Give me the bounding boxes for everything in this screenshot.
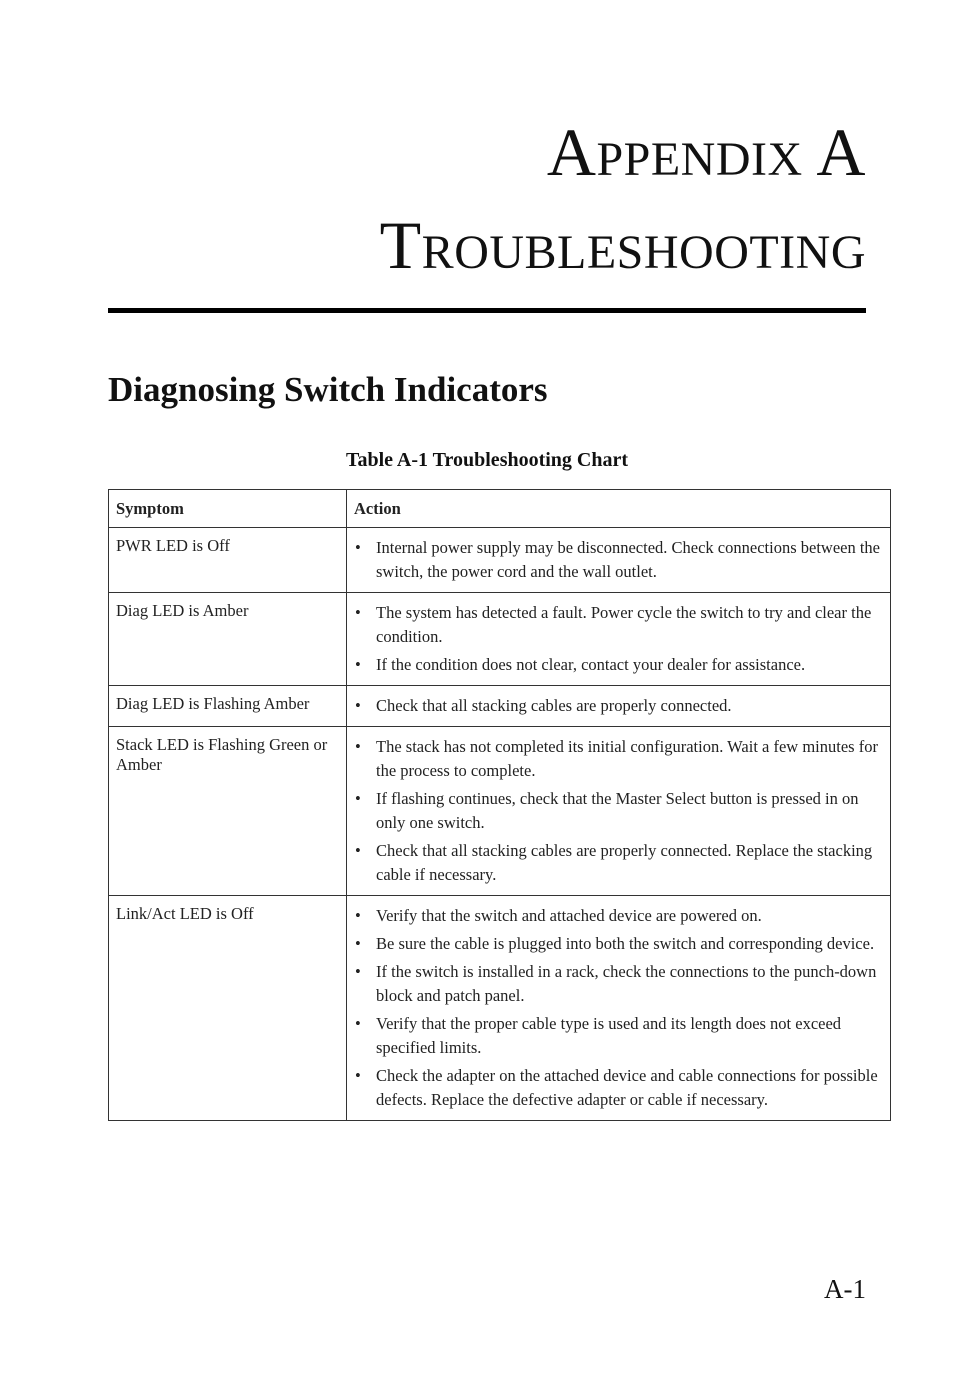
page-number: A-1 bbox=[824, 1274, 866, 1304]
action-cell bbox=[347, 686, 891, 727]
action-list bbox=[355, 694, 880, 718]
table-row bbox=[109, 593, 891, 686]
title-initial: T bbox=[379, 207, 422, 283]
title-rest: ROUBLESHOOTING bbox=[421, 226, 866, 279]
action-cell bbox=[347, 896, 891, 1121]
list-item: • Be sure the cable is plugged into both the switch and corresponding device. bbox=[355, 932, 880, 956]
action-list bbox=[355, 904, 880, 1112]
action-cell bbox=[347, 593, 891, 686]
list-item: • If the condition does not clear, contact your dealer for assistance. bbox=[355, 653, 880, 677]
symptom-cell: Stack LED is Flashing Green or Amber bbox=[109, 727, 347, 896]
table-row bbox=[109, 896, 891, 1121]
appendix-title bbox=[379, 207, 866, 283]
list-item: • Internal power supply may be disconnected. Check connections between the switch, the power cord and the wall outlet. bbox=[355, 536, 880, 584]
table-row bbox=[109, 727, 891, 896]
list-item: • Check the adapter on the attached device and cable connections for possible defects. Replace the defective adapter or cable if necessary. bbox=[355, 1064, 880, 1112]
action-cell bbox=[347, 727, 891, 896]
action-list bbox=[355, 735, 880, 887]
action-list bbox=[355, 601, 880, 677]
appendix-initial: A bbox=[546, 114, 597, 190]
appendix-label bbox=[380, 114, 866, 190]
column-header-symptom: Symptom bbox=[109, 490, 347, 528]
appendix-letter: A bbox=[816, 114, 866, 190]
table-caption: Table A-1 Troubleshooting Chart bbox=[345, 449, 629, 471]
list-item: • Check that all stacking cables are properly connected. Replace the stacking cable if necessary. bbox=[355, 839, 880, 887]
title-divider bbox=[108, 308, 866, 313]
table-row bbox=[109, 686, 891, 727]
symptom-cell: Diag LED is Flashing Amber bbox=[109, 686, 347, 727]
table-row bbox=[109, 528, 891, 593]
appendix-rest: PPENDIX bbox=[596, 133, 803, 186]
table-header-row bbox=[109, 490, 891, 528]
list-item: • Check that all stacking cables are properly connected. bbox=[355, 694, 880, 718]
symptom-cell: Diag LED is Amber bbox=[109, 593, 347, 686]
list-item: • If flashing continues, check that the Master Select button is pressed in on only one switch. bbox=[355, 787, 880, 835]
action-cell bbox=[347, 528, 891, 593]
column-header-action: Action bbox=[347, 490, 891, 528]
list-item: • Verify that the proper cable type is used and its length does not exceed specified limits. bbox=[355, 1012, 880, 1060]
section-heading: Diagnosing Switch Indicators bbox=[108, 370, 548, 409]
list-item: • If the switch is installed in a rack, check the connections to the punch-down block and patch panel. bbox=[355, 960, 880, 1008]
symptom-cell: PWR LED is Off bbox=[109, 528, 347, 593]
symptom-cell: Link/Act LED is Off bbox=[109, 896, 347, 1121]
list-item: • The system has detected a fault. Power cycle the switch to try and clear the condition. bbox=[355, 601, 880, 649]
action-list bbox=[355, 536, 880, 584]
list-item: • The stack has not completed its initial configuration. Wait a few minutes for the process to complete. bbox=[355, 735, 880, 783]
troubleshooting-table bbox=[108, 489, 891, 1121]
chapter-title bbox=[379, 114, 866, 283]
list-item: • Verify that the switch and attached device are powered on. bbox=[355, 904, 880, 928]
